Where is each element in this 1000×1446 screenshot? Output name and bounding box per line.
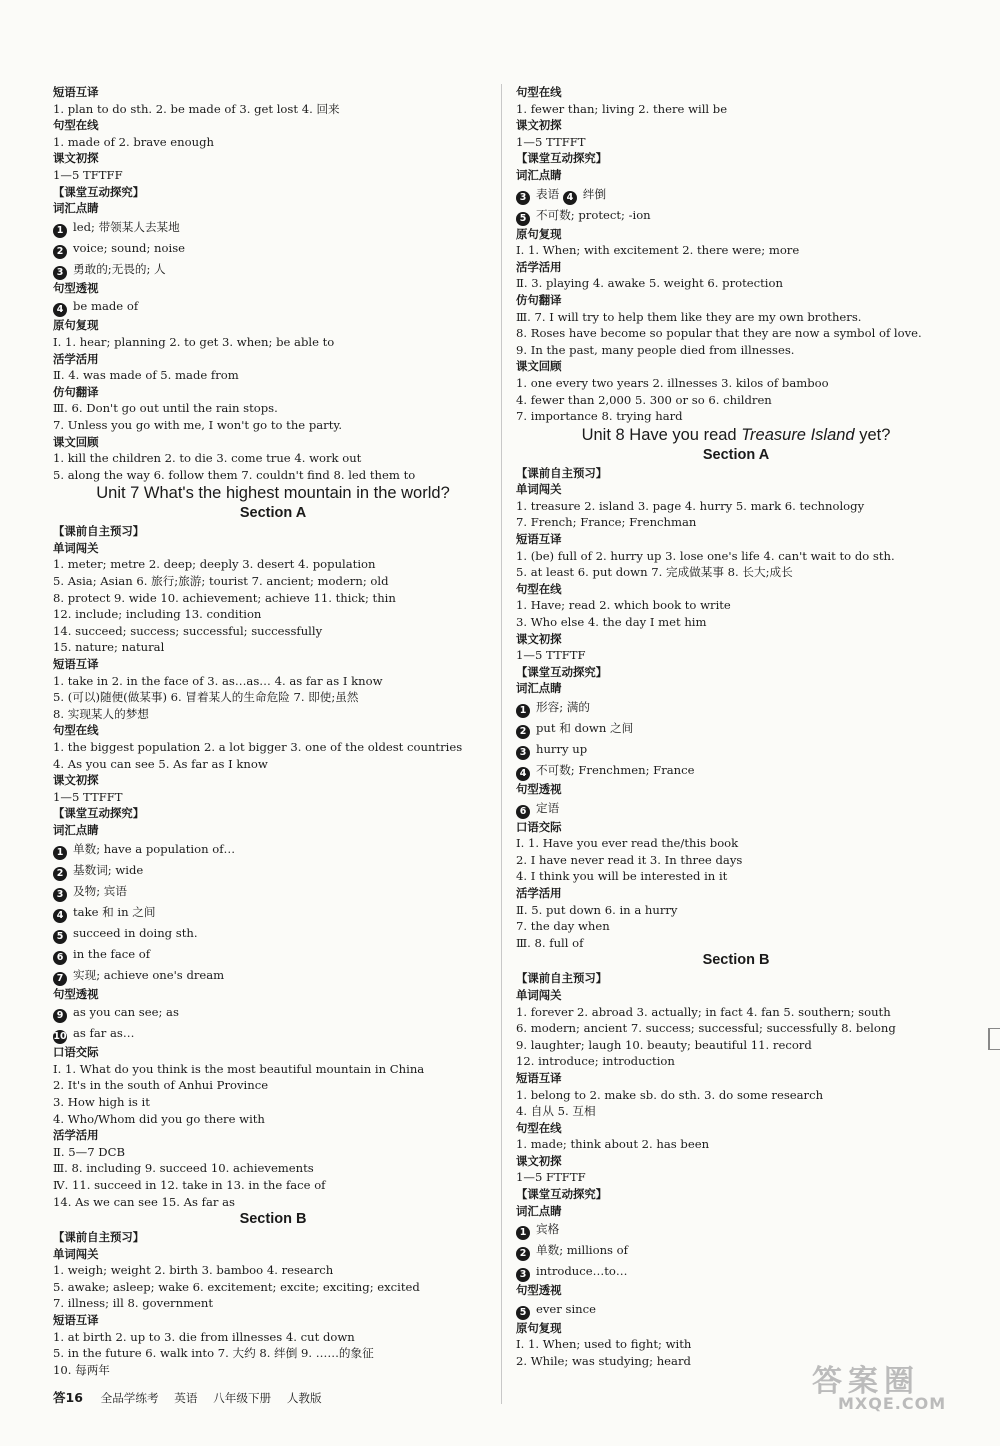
answer-line: Ⅲ. 8. including 9. succeed 10. achievements bbox=[53, 1161, 314, 1176]
numbered-item bbox=[516, 798, 956, 819]
answer-line: 5. Asia; Asian 6. 旅行;旅游; tourist 7. ancient; modern; old bbox=[53, 574, 389, 589]
section-heading: 词汇点睛 bbox=[516, 1203, 562, 1218]
number-badge: 4 bbox=[53, 909, 67, 923]
answer-line: 2. I have never read it 3. In three days bbox=[516, 852, 743, 867]
answer-line: 1. made of 2. brave enough bbox=[53, 134, 214, 149]
answer-line: 1. kill the children 2. to die 3. come true 4. work out bbox=[53, 451, 362, 466]
answer-line: 1. belong to 2. make sb. do sth. 3. do some research bbox=[516, 1087, 824, 1102]
answer-line: 1. take in 2. in the face of 3. as…as… 4. as far as I know bbox=[53, 673, 383, 688]
answer-line: 7. importance 8. trying hard bbox=[516, 409, 683, 424]
answer-line: 5. (可以)随便(做某事) 6. 冒着某人的生命危险 7. 即使;虽然 bbox=[53, 690, 359, 705]
answer-line: 1—5 TFTFF bbox=[53, 167, 123, 182]
section-heading: 词汇点睛 bbox=[53, 201, 99, 216]
section-title: Section A bbox=[702, 446, 770, 463]
answer-line: 4. fewer than 2,000 5. 300 or so 6. children bbox=[516, 392, 772, 407]
item-text: 单数; have a population of… bbox=[73, 841, 236, 856]
number-badge: 3 bbox=[516, 746, 530, 760]
number-badge: 9 bbox=[53, 1009, 67, 1023]
section-heading: 【课前自主预习】 bbox=[53, 524, 145, 539]
answer-line: 1. the biggest population 2. a lot bigger 3. one of the oldest countries bbox=[53, 740, 463, 754]
answer-line: 1. forever 2. abroad 3. actually; in fact 4. fan 5. southern; south bbox=[516, 1004, 891, 1019]
answer-line: 1. weigh; weight 2. birth 3. bamboo 4. research bbox=[53, 1263, 334, 1278]
item-text: 勇敢的;无畏的; 人 bbox=[73, 261, 166, 276]
item-text: 实现; achieve one's dream bbox=[73, 967, 225, 982]
unit-title-suffix: yet? bbox=[854, 425, 891, 444]
unit-title bbox=[53, 483, 493, 504]
answer-line: Ⅲ. 7. I will try to help them like they are my own brothers. bbox=[516, 309, 862, 324]
answer-line: 1—5 TTFTF bbox=[516, 648, 586, 663]
answer-line: 15. nature; natural bbox=[53, 640, 165, 655]
numbered-item bbox=[53, 259, 493, 280]
numbered-item bbox=[53, 1023, 493, 1044]
answer-line: 1. (be) full of 2. hurry up 3. lose one's life 4. can't wait to do sth. bbox=[516, 548, 895, 563]
section-heading: 原句复现 bbox=[53, 318, 99, 333]
answer-line: 1—5 FTFTF bbox=[516, 1170, 586, 1185]
item-text: ever since bbox=[536, 1301, 596, 1316]
numbered-item bbox=[53, 860, 493, 881]
answer-line: 4. As you can see 5. As far as I know bbox=[53, 756, 268, 771]
answer-line: 4. 自从 5. 互相 bbox=[516, 1104, 596, 1119]
section-heading: 课文初探 bbox=[516, 118, 562, 133]
book-title: 全品学练考 bbox=[100, 1391, 159, 1405]
number-badge: 1 bbox=[516, 1226, 530, 1240]
section-heading: 活学活用 bbox=[516, 885, 562, 900]
item-text: 定语 bbox=[536, 800, 560, 815]
answer-line: Ⅰ. 1. hear; planning 2. to get 3. when; be able to bbox=[53, 334, 335, 349]
section-heading: 词汇点睛 bbox=[53, 822, 99, 837]
section-heading: 课文回顾 bbox=[53, 434, 99, 449]
numbered-item bbox=[53, 238, 493, 259]
numbered-item bbox=[516, 739, 956, 760]
number-badge: 10 bbox=[53, 1031, 67, 1043]
numbered-item bbox=[53, 881, 493, 902]
answer-line: 1. meter; metre 2. deep; deeply 3. desert 4. population bbox=[53, 557, 376, 572]
numbered-item bbox=[53, 944, 493, 965]
numbered-item bbox=[53, 1002, 493, 1023]
section-heading: 仿句翻译 bbox=[516, 292, 562, 307]
column-divider bbox=[501, 84, 502, 1404]
section-heading: 口语交际 bbox=[53, 1045, 99, 1060]
number-badge: 4 bbox=[563, 191, 577, 205]
number-badge: 3 bbox=[516, 1268, 530, 1282]
unit-title bbox=[516, 425, 956, 446]
item-text: be made of bbox=[73, 299, 139, 314]
section-heading: 句型在线 bbox=[53, 118, 99, 133]
answer-line: 5. awake; asleep; wake 6. excitement; excite; exciting; excited bbox=[53, 1279, 420, 1294]
answer-line: 9. In the past, many people died from illnesses. bbox=[516, 342, 795, 357]
number-badge: 6 bbox=[53, 951, 67, 965]
number-badge: 4 bbox=[516, 767, 530, 781]
section-heading: 【课前自主预习】 bbox=[516, 971, 608, 986]
section-heading: 单词闯关 bbox=[516, 987, 562, 1002]
numbered-item bbox=[516, 184, 956, 205]
answer-line: 9. laughter; laugh 10. beauty; beautiful 11. record bbox=[516, 1037, 812, 1052]
number-badge: 5 bbox=[516, 1306, 530, 1320]
answer-line: 4. Who/Whom did you go there with bbox=[53, 1111, 265, 1126]
section-heading: 词汇点睛 bbox=[516, 167, 562, 182]
item-text: 不可数; Frenchmen; France bbox=[536, 763, 695, 777]
answer-line: 1. treasure 2. island 3. page 4. hurry 5. mark 6. technology bbox=[516, 498, 865, 513]
answer-line: 5. along the way 6. follow them 7. couldn't find 8. led them to bbox=[53, 467, 416, 482]
answer-line: 5. in the future 6. walk into 7. 大约 8. 绊倒 9. ……的象征 bbox=[53, 1346, 374, 1361]
numbered-item bbox=[516, 1299, 956, 1320]
section-title: Section B bbox=[702, 952, 770, 969]
number-badge: 2 bbox=[53, 245, 67, 259]
section-heading: 【课堂互动探究】 bbox=[53, 806, 145, 821]
item-text: 绊倒 bbox=[582, 186, 607, 201]
section-heading: 句型透视 bbox=[53, 986, 99, 1001]
answer-line: Ⅰ. 1. What do you think is the most beautiful mountain in China bbox=[53, 1061, 425, 1076]
section-heading: 课文回顾 bbox=[516, 359, 562, 374]
section-heading: 句型透视 bbox=[516, 1283, 562, 1298]
item-text: hurry up bbox=[536, 742, 588, 756]
item-text: 表语 bbox=[536, 186, 563, 201]
answer-line: 3. Who else 4. the day I met him bbox=[516, 615, 707, 630]
section-heading: 活学活用 bbox=[53, 351, 99, 366]
watermark-url: MXQE.COM bbox=[838, 1394, 947, 1413]
answer-line: 14. succeed; success; successful; successfully bbox=[53, 623, 323, 638]
number-badge: 2 bbox=[516, 1247, 530, 1261]
section-heading: 短语互译 bbox=[53, 85, 99, 99]
number-badge: 1 bbox=[53, 846, 67, 860]
unit-title-text: Unit 8 Have you read bbox=[581, 425, 742, 444]
section-heading: 【课堂互动探究】 bbox=[516, 151, 608, 166]
number-badge: 3 bbox=[53, 888, 67, 902]
edition: 人教版 bbox=[286, 1391, 322, 1405]
section-title: Section A bbox=[239, 505, 307, 522]
answer-line: 1—5 TTFFT bbox=[53, 789, 123, 804]
section-heading: 单词闯关 bbox=[53, 1246, 99, 1261]
item-text: introduce…to… bbox=[536, 1264, 628, 1279]
answer-line: 1. one every two years 2. illnesses 3. kilos of bamboo bbox=[516, 375, 829, 390]
numbered-item bbox=[516, 1261, 956, 1282]
section-title: Section B bbox=[239, 1211, 307, 1228]
section-heading: 仿句翻译 bbox=[53, 384, 99, 399]
numbered-item bbox=[53, 923, 493, 944]
answer-line: 3. How high is it bbox=[53, 1094, 150, 1109]
answer-line: 8. 实现某人的梦想 bbox=[53, 706, 149, 721]
section-heading: 活学活用 bbox=[53, 1128, 99, 1143]
section-heading: 句型在线 bbox=[516, 85, 562, 99]
answer-line: 4. I think you will be interested in it bbox=[516, 869, 728, 884]
answer-line: Ⅱ. 4. was made of 5. made from bbox=[53, 368, 239, 383]
unit-title-text: Unit 7 What's the highest mountain in the world? bbox=[96, 484, 450, 503]
numbered-item bbox=[53, 839, 493, 860]
answer-line: Ⅳ. 11. succeed in 12. take in 13. in the face of bbox=[53, 1177, 326, 1192]
section-heading: 【课前自主预习】 bbox=[53, 1230, 145, 1245]
numbered-item bbox=[516, 697, 956, 718]
section-heading: 句型在线 bbox=[516, 1120, 562, 1135]
number-badge: 2 bbox=[53, 867, 67, 881]
section-heading: 句型在线 bbox=[516, 581, 562, 596]
number-badge: 2 bbox=[516, 725, 530, 739]
answer-line: 2. It's in the south of Anhui Province bbox=[53, 1078, 269, 1093]
section-heading: 词汇点睛 bbox=[516, 681, 562, 696]
number-badge: 6 bbox=[516, 805, 530, 819]
answer-line: 7. the day when bbox=[516, 919, 610, 934]
numbered-item bbox=[53, 217, 493, 238]
answer-line: 1. made; think about 2. has been bbox=[516, 1137, 710, 1152]
page-edge-mark bbox=[988, 1028, 1000, 1050]
section-heading: 【课堂互动探究】 bbox=[53, 184, 145, 199]
section-heading: 单词闯关 bbox=[53, 540, 99, 555]
numbered-item bbox=[516, 718, 956, 739]
page-number: 答16 bbox=[53, 1390, 83, 1405]
numbered-item bbox=[516, 205, 956, 226]
item-text: as far as… bbox=[73, 1026, 135, 1041]
number-badge: 3 bbox=[516, 191, 530, 205]
answer-line: 1. at birth 2. up to 3. die from illnesses 4. cut down bbox=[53, 1329, 355, 1344]
item-text: voice; sound; noise bbox=[73, 240, 186, 255]
section-heading: 短语互译 bbox=[53, 1313, 99, 1328]
answer-line: 5. at least 6. put down 7. 完成做某事 8. 长大;成长 bbox=[516, 565, 793, 580]
left-column bbox=[53, 84, 493, 1378]
section-heading: 句型在线 bbox=[53, 723, 99, 738]
item-text: in the face of bbox=[73, 946, 151, 961]
answer-line: 1—5 TTFFT bbox=[516, 134, 586, 149]
answer-line: 14. As we can see 15. As far as bbox=[53, 1194, 235, 1209]
watermark-logo bbox=[812, 1356, 972, 1416]
answer-line: 7. Unless you go with me, I won't go to the party. bbox=[53, 417, 343, 432]
item-text: 基数词; wide bbox=[73, 862, 144, 877]
section-heading: 【课前自主预习】 bbox=[516, 465, 608, 480]
section-heading: 课文初探 bbox=[53, 151, 99, 166]
answer-line: 12. introduce; introduction bbox=[516, 1054, 675, 1069]
answer-line: 10. 每两年 bbox=[53, 1362, 110, 1377]
answer-line: 1. Have; read 2. which book to write bbox=[516, 598, 731, 613]
section-heading: 句型透视 bbox=[516, 782, 562, 796]
page-footer bbox=[53, 1388, 334, 1406]
section-heading: 短语互译 bbox=[516, 1070, 562, 1085]
answer-line: 8. Roses have become so popular that they are now a symbol of love. bbox=[516, 326, 922, 341]
answer-line: Ⅰ. 1. When; with excitement 2. there were; more bbox=[516, 243, 800, 258]
section-heading: 活学活用 bbox=[516, 259, 562, 274]
numbered-item bbox=[53, 902, 493, 923]
answer-line: 6. modern; ancient 7. success; successful; successfully 8. belong bbox=[516, 1021, 896, 1036]
right-column bbox=[516, 84, 956, 1370]
item-text: succeed in doing sth. bbox=[73, 925, 198, 940]
section-heading: 句型透视 bbox=[53, 280, 99, 295]
number-badge: 3 bbox=[53, 266, 67, 280]
numbered-item bbox=[53, 965, 493, 986]
item-text: 不可数; protect; -ion bbox=[536, 207, 651, 222]
section-heading: 课文初探 bbox=[516, 1153, 562, 1168]
number-badge: 1 bbox=[53, 224, 67, 238]
item-text: as you can see; as bbox=[73, 1005, 179, 1020]
numbered-item bbox=[53, 296, 493, 317]
numbered-item bbox=[516, 1240, 956, 1261]
item-text: put 和 down 之间 bbox=[536, 721, 634, 735]
answer-line: Ⅱ. 5. put down 6. in a hurry bbox=[516, 902, 678, 917]
numbered-item bbox=[516, 1219, 956, 1240]
section-heading: 课文初探 bbox=[516, 631, 562, 646]
number-badge: 1 bbox=[516, 704, 530, 718]
grade: 八年级下册 bbox=[213, 1391, 272, 1405]
number-badge: 5 bbox=[516, 212, 530, 226]
item-text: 及物; 宾语 bbox=[73, 883, 127, 898]
section-heading: 口语交际 bbox=[516, 819, 562, 834]
section-heading: 短语互译 bbox=[516, 532, 562, 547]
answer-line: 2. While; was studying; heard bbox=[516, 1354, 691, 1369]
item-text: led; 带领某人去某地 bbox=[73, 219, 180, 234]
section-heading: 原句复现 bbox=[516, 226, 562, 241]
section-heading: 原句复现 bbox=[516, 1320, 562, 1335]
section-heading: 课文初探 bbox=[53, 773, 99, 788]
subject: 英语 bbox=[174, 1391, 198, 1405]
unit-title-book: Treasure Island bbox=[741, 425, 855, 444]
answer-line: Ⅱ. 3. playing 4. awake 5. weight 6. protection bbox=[516, 276, 783, 291]
answer-line: 7. French; France; Frenchman bbox=[516, 515, 697, 530]
item-text: 形容; 满的 bbox=[536, 700, 590, 714]
number-badge: 5 bbox=[53, 930, 67, 944]
item-text: 宾格 bbox=[536, 1222, 560, 1237]
answer-line: 8. protect 9. wide 10. achievement; achieve 11. thick; thin bbox=[53, 590, 396, 605]
answer-line: 1. fewer than; living 2. there will be bbox=[516, 101, 728, 116]
section-heading: 【课堂互动探究】 bbox=[516, 1187, 608, 1202]
watermark-text: 答案圈 bbox=[812, 1364, 920, 1399]
item-text: 单数; millions of bbox=[536, 1243, 628, 1258]
numbered-item bbox=[516, 760, 956, 781]
answer-line: 7. illness; ill 8. government bbox=[53, 1296, 214, 1311]
answer-line: 1. plan to do sth. 2. be made of 3. get lost 4. 回来 bbox=[53, 101, 340, 116]
answer-line: Ⅲ. 6. Don't go out until the rain stops. bbox=[53, 401, 278, 416]
section-heading: 单词闯关 bbox=[516, 482, 562, 497]
answer-line: Ⅲ. 8. full of bbox=[516, 935, 584, 950]
answer-line: Ⅰ. 1. When; used to fight; with bbox=[516, 1337, 692, 1352]
number-badge: 4 bbox=[53, 303, 67, 317]
item-text: take 和 in 之间 bbox=[73, 904, 156, 919]
section-heading: 【课堂互动探究】 bbox=[516, 664, 608, 679]
answer-line: Ⅱ. 5—7 DCB bbox=[53, 1144, 125, 1159]
answer-line: 12. include; including 13. condition bbox=[53, 607, 262, 622]
answer-line: Ⅰ. 1. Have you ever read the/this book bbox=[516, 836, 739, 851]
section-heading: 短语互译 bbox=[53, 657, 99, 672]
number-badge: 7 bbox=[53, 972, 67, 986]
